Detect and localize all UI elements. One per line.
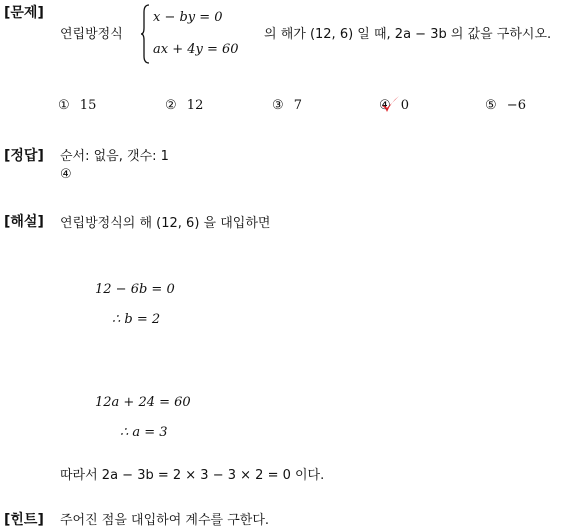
- option-number: ③: [272, 98, 284, 113]
- solution-step-4: ∴ a = 3: [120, 425, 168, 440]
- option-number: ②: [165, 98, 177, 113]
- answer-tag: [정답]: [4, 148, 44, 164]
- option-value: 15: [79, 98, 97, 113]
- option-2[interactable]: [165, 98, 203, 113]
- solution-tag: [해설]: [4, 214, 44, 230]
- option-value: 12: [186, 98, 204, 113]
- option-1[interactable]: [58, 98, 96, 113]
- option-value: 7: [293, 98, 303, 113]
- hint-tag: [힌트]: [4, 512, 44, 528]
- solution-step-3: 12a + 24 = 60: [95, 395, 191, 410]
- answer-choice: ④: [60, 167, 72, 182]
- problem-question: 의 해가 (12, 6) 일 때, 2a − 3b 의 값을 구하시오.: [264, 27, 552, 42]
- solution-step-2: ∴ b = 2: [112, 312, 161, 327]
- system-brace: [140, 4, 150, 64]
- option-number: ④: [379, 98, 391, 113]
- option-number: ⑤: [485, 98, 497, 113]
- equation-2: ax + 4y = 60: [153, 42, 239, 57]
- option-number: ①: [58, 98, 70, 113]
- checkmark-icon: [379, 94, 401, 116]
- solution-conclusion: 따라서 2a − 3b = 2 × 3 − 3 × 2 = 0 이다.: [60, 468, 325, 483]
- option-3[interactable]: [272, 98, 302, 113]
- problem-intro: 연립방정식: [60, 27, 123, 42]
- option-5[interactable]: [485, 98, 526, 113]
- option-value: −6: [506, 98, 526, 113]
- solution-step-1: 12 − 6b = 0: [95, 282, 175, 297]
- equation-1: x − by = 0: [153, 10, 223, 25]
- answer-order-count: 순서: 없음, 갯수: 1: [60, 149, 169, 164]
- option-value: 0: [400, 98, 410, 113]
- hint-text: 주어진 점을 대입하여 계수를 구한다.: [60, 513, 270, 528]
- problem-tag: [문제]: [4, 5, 44, 21]
- solution-intro: 연립방정식의 해 (12, 6) 을 대입하면: [60, 216, 271, 231]
